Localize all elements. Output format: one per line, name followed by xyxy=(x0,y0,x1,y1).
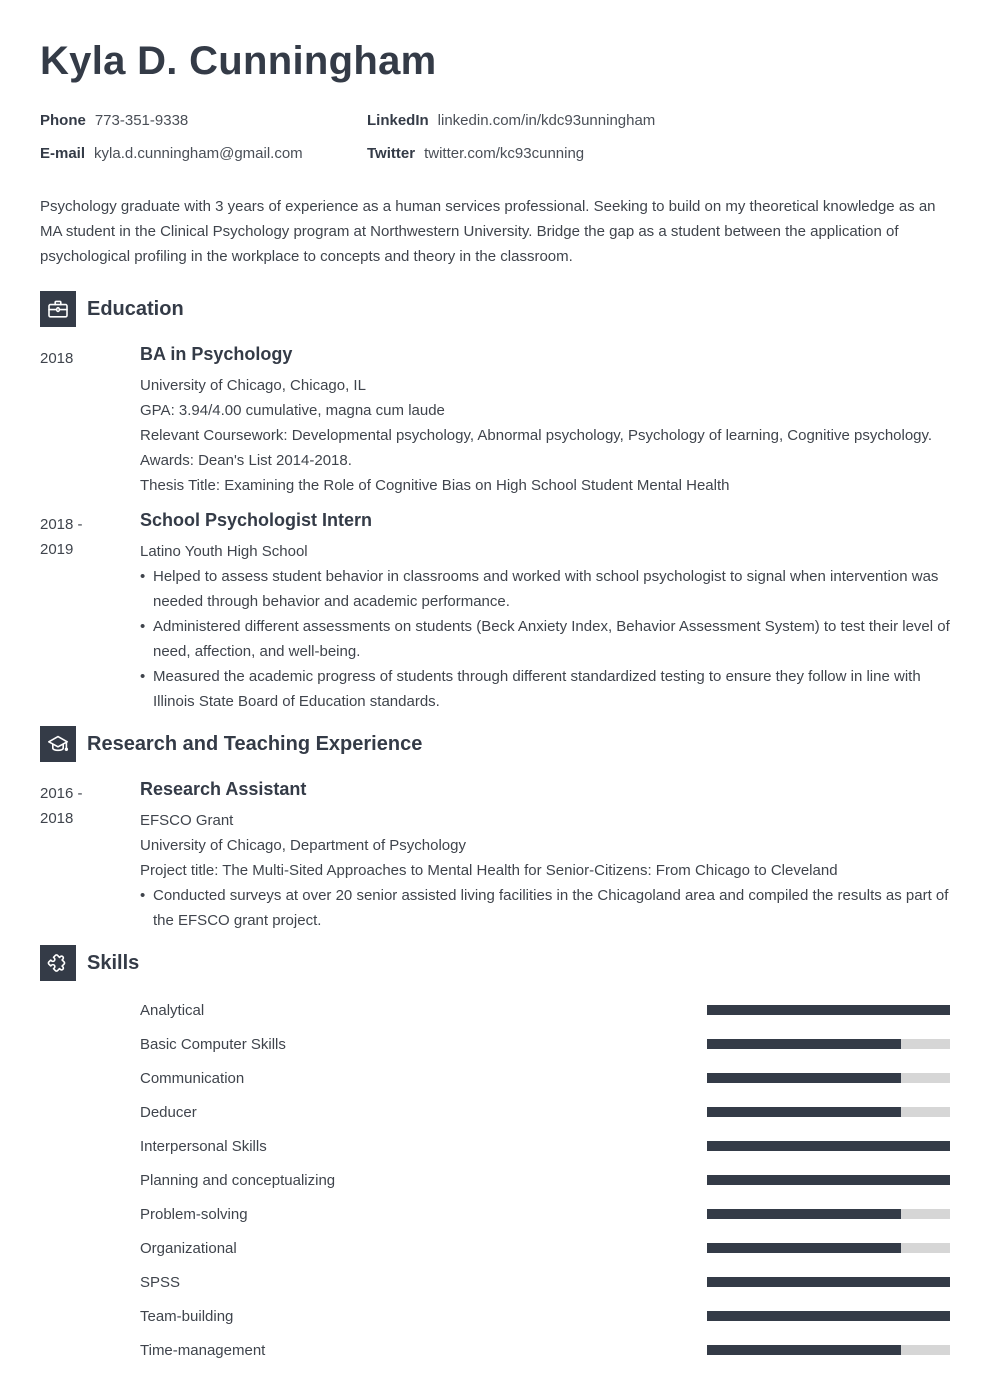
skill-name: Basic Computer Skills xyxy=(140,1035,286,1053)
entry-detail-line: Project title: The Multi-Sited Approaches to Mental Health for Senior-Citizens: From Chicago to Cleveland xyxy=(140,862,838,879)
resume-entry xyxy=(40,344,950,498)
skill-row xyxy=(140,1299,950,1333)
section-title: Skills xyxy=(87,951,140,974)
skill-bar-fill xyxy=(707,1005,950,1015)
skill-bar-track xyxy=(707,1073,950,1083)
skill-name: Time-management xyxy=(140,1341,266,1359)
skill-row xyxy=(140,993,950,1027)
skill-bar-fill xyxy=(707,1311,950,1321)
skill-bar-fill xyxy=(707,1107,901,1117)
bullet-text: Helped to assess student behavior in classrooms and worked with school psychologist to signal when intervention was needed through behavior and academic performance. xyxy=(153,568,939,610)
entry-date-line: 2018 - xyxy=(40,516,83,533)
entry-bullet xyxy=(140,564,950,614)
bullet-text: Administered different assessments on students (Beck Anxiety Index, Behavior Assessment System) to test their level of need, affection, and well-being. xyxy=(153,618,950,660)
skill-bar-track xyxy=(707,1277,950,1287)
contact-label: E-mail xyxy=(40,145,86,162)
skill-row xyxy=(140,1163,950,1197)
bullet-marker: • xyxy=(140,618,146,635)
entry-detail-line: Relevant Coursework: Developmental psychology, Abnormal psychology, Psychology of learning, Cognitive psychology. xyxy=(140,427,933,444)
person-name: Kyla D. Cunningham xyxy=(40,39,437,83)
skill-name: Deducer xyxy=(140,1103,197,1121)
section-skills xyxy=(40,945,950,1367)
entry-title: School Psychologist Intern xyxy=(140,510,373,530)
skill-bar-fill xyxy=(707,1141,950,1151)
entry-detail-line: EFSCO Grant xyxy=(140,812,234,829)
skill-bar-track xyxy=(707,1345,950,1355)
skill-bar-fill xyxy=(707,1345,901,1355)
entry-date-line: 2019 xyxy=(40,541,74,558)
skill-name: Communication xyxy=(140,1069,245,1087)
skill-row xyxy=(140,1333,950,1367)
skill-name: Interpersonal Skills xyxy=(140,1137,267,1155)
skill-bar-fill xyxy=(707,1039,901,1049)
entry-detail-line: Thesis Title: Examining the Role of Cognitive Bias on High School Student Mental Health xyxy=(140,477,730,494)
skill-bar-track xyxy=(707,1209,950,1219)
section-research xyxy=(40,726,950,933)
resume-entry xyxy=(40,779,950,933)
skills-list xyxy=(140,993,950,1367)
contact-value: twitter.com/kc93cunning xyxy=(424,145,585,162)
research-entries xyxy=(40,779,950,933)
skill-name: Problem-solving xyxy=(140,1205,248,1223)
entry-dates xyxy=(40,344,140,498)
skill-row xyxy=(140,1129,950,1163)
skill-name: Organizational xyxy=(140,1239,237,1257)
skill-row xyxy=(140,1095,950,1129)
contact-item xyxy=(40,112,367,129)
entry-title: BA in Psychology xyxy=(140,344,293,364)
section-title: Research and Teaching Experience xyxy=(87,732,423,755)
contact-item xyxy=(40,145,367,162)
entry-body xyxy=(140,344,950,498)
skill-name: SPSS xyxy=(140,1273,181,1291)
skill-bar-track xyxy=(707,1107,950,1117)
puzzle-icon xyxy=(40,945,76,981)
entry-bullet xyxy=(140,614,950,664)
summary-text: Psychology graduate with 3 years of experience as a human services professional. Seeking to build on my theoretical knowledge as an MA student in the Clinical Psychology program at Northwestern University. Bridge the gap as a student between the application of psychological profiling in the workplace to concepts and theory in the classroom. xyxy=(40,198,936,265)
entry-date-line: 2016 - xyxy=(40,785,83,802)
entry-body xyxy=(140,779,950,933)
entry-detail-line: GPA: 3.94/4.00 cumulative, magna cum laude xyxy=(140,402,445,419)
skill-bar-fill xyxy=(707,1175,950,1185)
contact-item xyxy=(367,145,950,162)
skill-row xyxy=(140,1197,950,1231)
bullet-marker: • xyxy=(140,668,146,685)
section-education xyxy=(40,291,950,714)
entry-lines xyxy=(140,373,950,498)
graduation-cap-icon xyxy=(40,726,76,762)
contact-value: 773-351-9338 xyxy=(94,112,189,129)
bullet-text: Measured the academic progress of students through different standardized testing to ensure they follow in line with Illinois State Board of Education standards. xyxy=(153,668,921,710)
skill-bar-fill xyxy=(707,1209,901,1219)
entry-detail-line: University of Chicago, Chicago, IL xyxy=(140,377,366,394)
skill-bar-track xyxy=(707,1005,950,1015)
entry-title: Research Assistant xyxy=(140,779,307,799)
section-title: Education xyxy=(87,297,184,320)
bullet-marker: • xyxy=(140,887,146,904)
entry-date-line: 2018 xyxy=(40,810,74,827)
entry-lines xyxy=(140,539,950,714)
contact-label: LinkedIn xyxy=(367,112,429,129)
entry-detail-line: Awards: Dean's List 2014-2018. xyxy=(140,452,352,469)
entry-lines xyxy=(140,808,950,933)
section-header-skills xyxy=(40,945,950,981)
skill-bar-track xyxy=(707,1141,950,1151)
skill-bar-track xyxy=(707,1039,950,1049)
contact-label: Twitter xyxy=(367,145,416,162)
entry-dates xyxy=(40,510,140,714)
skill-name: Planning and conceptualizing xyxy=(140,1171,336,1189)
entry-date-line: 2018 xyxy=(40,350,74,367)
entry-dates xyxy=(40,779,140,933)
skill-row xyxy=(140,1265,950,1299)
skill-bar-fill xyxy=(707,1243,901,1253)
entry-bullet xyxy=(140,883,950,933)
skill-name: Team-building xyxy=(140,1307,234,1325)
entry-detail-line: University of Chicago, Department of Psychology xyxy=(140,837,466,854)
entry-body xyxy=(140,510,950,714)
briefcase-icon xyxy=(40,291,76,327)
contact-value: linkedin.com/in/kdc93unningham xyxy=(437,112,656,129)
section-header-education xyxy=(40,291,950,327)
contact-label: Phone xyxy=(40,112,86,129)
skill-row xyxy=(140,1027,950,1061)
bullet-text: Conducted surveys at over 20 senior assisted living facilities in the Chicagoland area and compiled the results as part of the EFSCO grant project. xyxy=(153,887,949,929)
contact-item xyxy=(367,112,950,129)
skill-bar-track xyxy=(707,1311,950,1321)
contact-value: kyla.d.cunningham@gmail.com xyxy=(94,145,303,162)
skill-bar-fill xyxy=(707,1073,901,1083)
entry-bullet xyxy=(140,664,950,714)
bullet-marker: • xyxy=(140,568,146,585)
resume-entry xyxy=(40,510,950,714)
contact-grid xyxy=(40,112,950,162)
entry-detail-line: Latino Youth High School xyxy=(140,543,308,560)
skill-row xyxy=(140,1231,950,1265)
skill-name: Analytical xyxy=(140,1001,205,1019)
education-entries xyxy=(40,344,950,714)
skill-bar-track xyxy=(707,1243,950,1253)
skill-row xyxy=(140,1061,950,1095)
section-header-research xyxy=(40,726,950,762)
skill-bar-track xyxy=(707,1175,950,1185)
skill-bar-fill xyxy=(707,1277,950,1287)
